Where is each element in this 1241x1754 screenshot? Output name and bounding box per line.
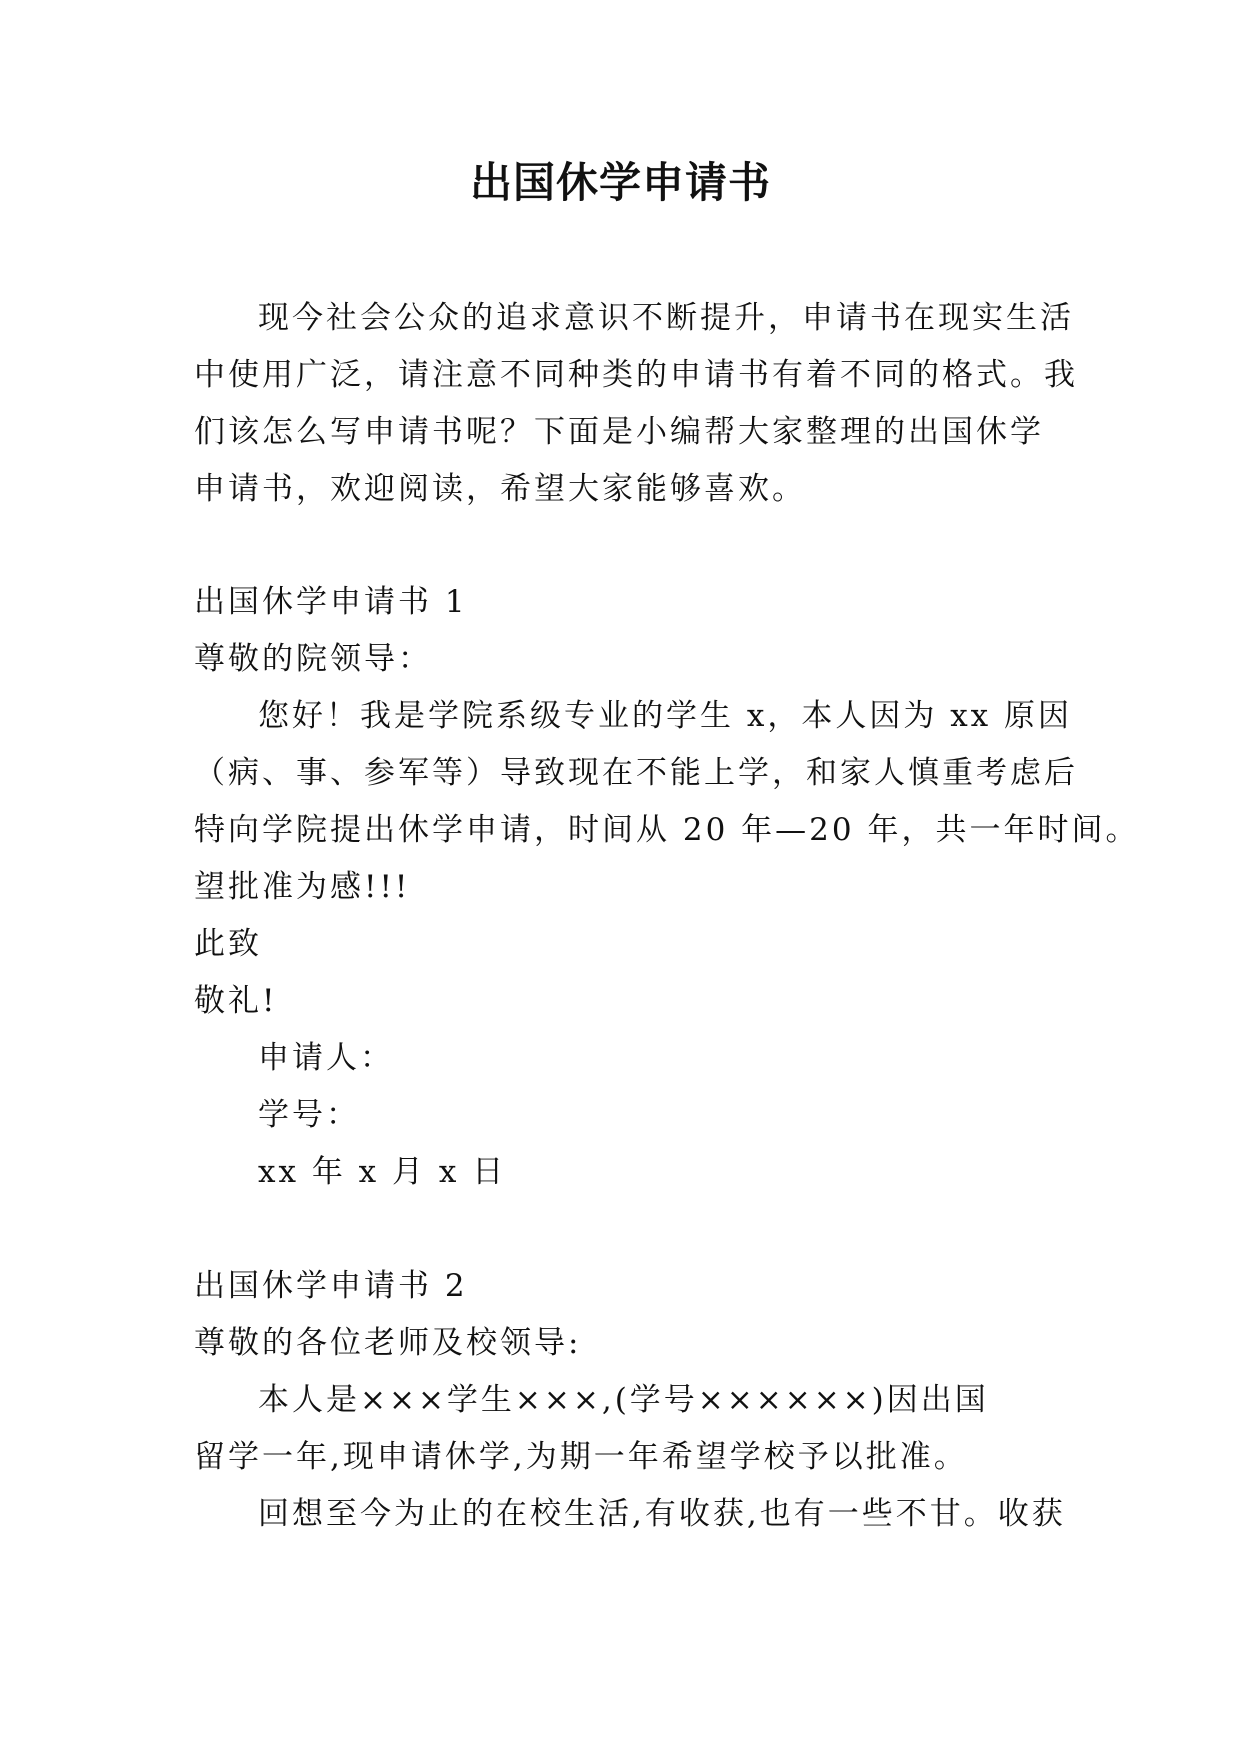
closing-line: 此致 [194, 926, 262, 962]
date-line: xx 年 x 月 x 日 [258, 1154, 507, 1190]
salutation-2: 尊敬的各位老师及校领导: [194, 1325, 582, 1361]
body-line: 您好！我是学院系级专业的学生 x，本人因为 xx 原因 [258, 698, 1073, 734]
section-heading-1: 出国休学申请书 1 [194, 584, 468, 620]
closing-line: 敬礼! [194, 983, 278, 1019]
body-line: 望批准为感!!! [194, 869, 411, 905]
body-line: （病、事、参军等）导致现在不能上学，和家人慎重考虑后 [194, 755, 1078, 791]
section-heading-2: 出国休学申请书 2 [194, 1268, 468, 1304]
intro-line: 中使用广泛，请注意不同种类的申请书有着不同的格式。我 [194, 357, 1078, 393]
intro-line: 申请书，欢迎阅读，希望大家能够喜欢。 [194, 471, 806, 507]
body-line: 本人是×××学生×××,(学号××××××)因出国 [258, 1382, 989, 1418]
intro-line: 们该怎么写申请书呢？下面是小编帮大家整理的出国休学 [194, 414, 1044, 450]
salutation-1: 尊敬的院领导： [194, 641, 432, 677]
applicant-label: 申请人： [258, 1040, 394, 1076]
intro-line: 现今社会公众的追求意识不断提升，申请书在现实生活 [258, 300, 1074, 336]
student-id-label: 学号： [258, 1097, 360, 1133]
body-line: 特向学院提出休学申请，时间从 20 年—20 年，共一年时间。 [194, 812, 1140, 848]
document-title: 出国休学申请书 [469, 158, 771, 207]
body-line: 回想至今为止的在校生活,有收获,也有一些不甘。收获 [258, 1496, 1066, 1532]
body-line: 留学一年,现申请休学,为期一年希望学校予以批准。 [194, 1439, 968, 1475]
